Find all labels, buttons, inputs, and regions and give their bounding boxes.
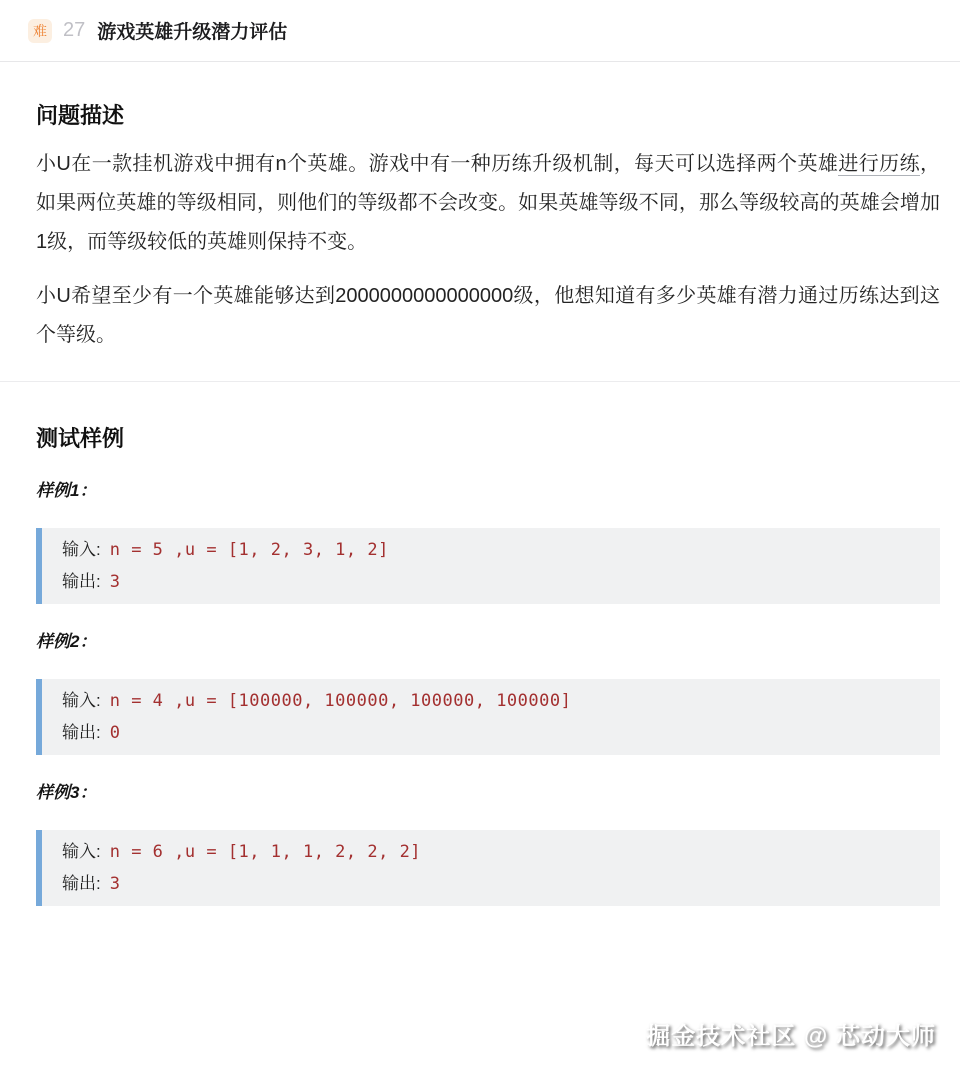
output-label: 输出: — [62, 723, 101, 742]
watermark: 掘金技术社区 @ 芯动大师 — [646, 1023, 936, 1050]
problem-title-link[interactable]: 游戏英雄升级潜力评估 — [97, 22, 288, 43]
sample-3-input-line — [62, 836, 922, 868]
output-label: 输出: — [62, 874, 101, 893]
sample-2-label: 样例2： — [36, 632, 97, 651]
sample-1-codeblock — [36, 528, 940, 604]
p1-text-after: ，如果两位英雄的等级相同，则他们的等级都不会改变。如果英雄等级不同，那么等级较高的英雄会增加1级，而等级较低的英雄则保持不变。 — [36, 153, 941, 253]
sample-2-codeblock — [36, 679, 940, 755]
sample-1-output-line — [62, 566, 922, 598]
p1-underlined-text: 进行历练 — [838, 153, 921, 175]
problem-header — [0, 0, 960, 62]
p1-text-before: 小U在一款挂机游戏中拥有n个英雄。游戏中有一种历练升级机制，每天可以选择两个英雄 — [36, 153, 839, 175]
sample-2-output-code: 0 — [109, 723, 121, 743]
sample-3-output-code: 3 — [109, 874, 121, 894]
sample-3-codeblock — [36, 830, 940, 906]
output-label: 输出: — [62, 572, 101, 591]
sample-1-input-code: n = 5 ,u = [1, 2, 3, 1, 2] — [109, 540, 389, 560]
sample-2-input-line — [62, 685, 922, 717]
sample-1-input-line — [62, 534, 922, 566]
section-title-samples: 测试样例 — [36, 426, 125, 451]
problem-number: 27 — [63, 19, 86, 41]
sample-1-output-code: 3 — [109, 572, 121, 592]
sample-3-label: 样例3： — [36, 783, 97, 802]
problem-body — [0, 101, 960, 906]
input-label: 输入: — [62, 691, 101, 710]
difficulty-badge: 难 — [28, 19, 52, 43]
input-label: 输入: — [62, 842, 101, 861]
sample-2-input-code: n = 4 ,u = [100000, 100000, 100000, 100000] — [109, 691, 572, 711]
sample-2-output-line — [62, 717, 922, 749]
section-title-description: 问题描述 — [36, 103, 125, 128]
sample-3-input-code: n = 6 ,u = [1, 1, 1, 2, 2, 2] — [109, 842, 422, 862]
description-paragraph-2: 小U希望至少有一个英雄能够达到2000000000000000级，他想知道有多少英雄有潜力通过历练达到这个等级。 — [36, 285, 940, 346]
section-divider — [0, 381, 960, 382]
description-paragraph-1 — [36, 145, 940, 262]
sample-1-label: 样例1： — [36, 481, 97, 500]
sample-3-output-line — [62, 868, 922, 900]
input-label: 输入: — [62, 540, 101, 559]
